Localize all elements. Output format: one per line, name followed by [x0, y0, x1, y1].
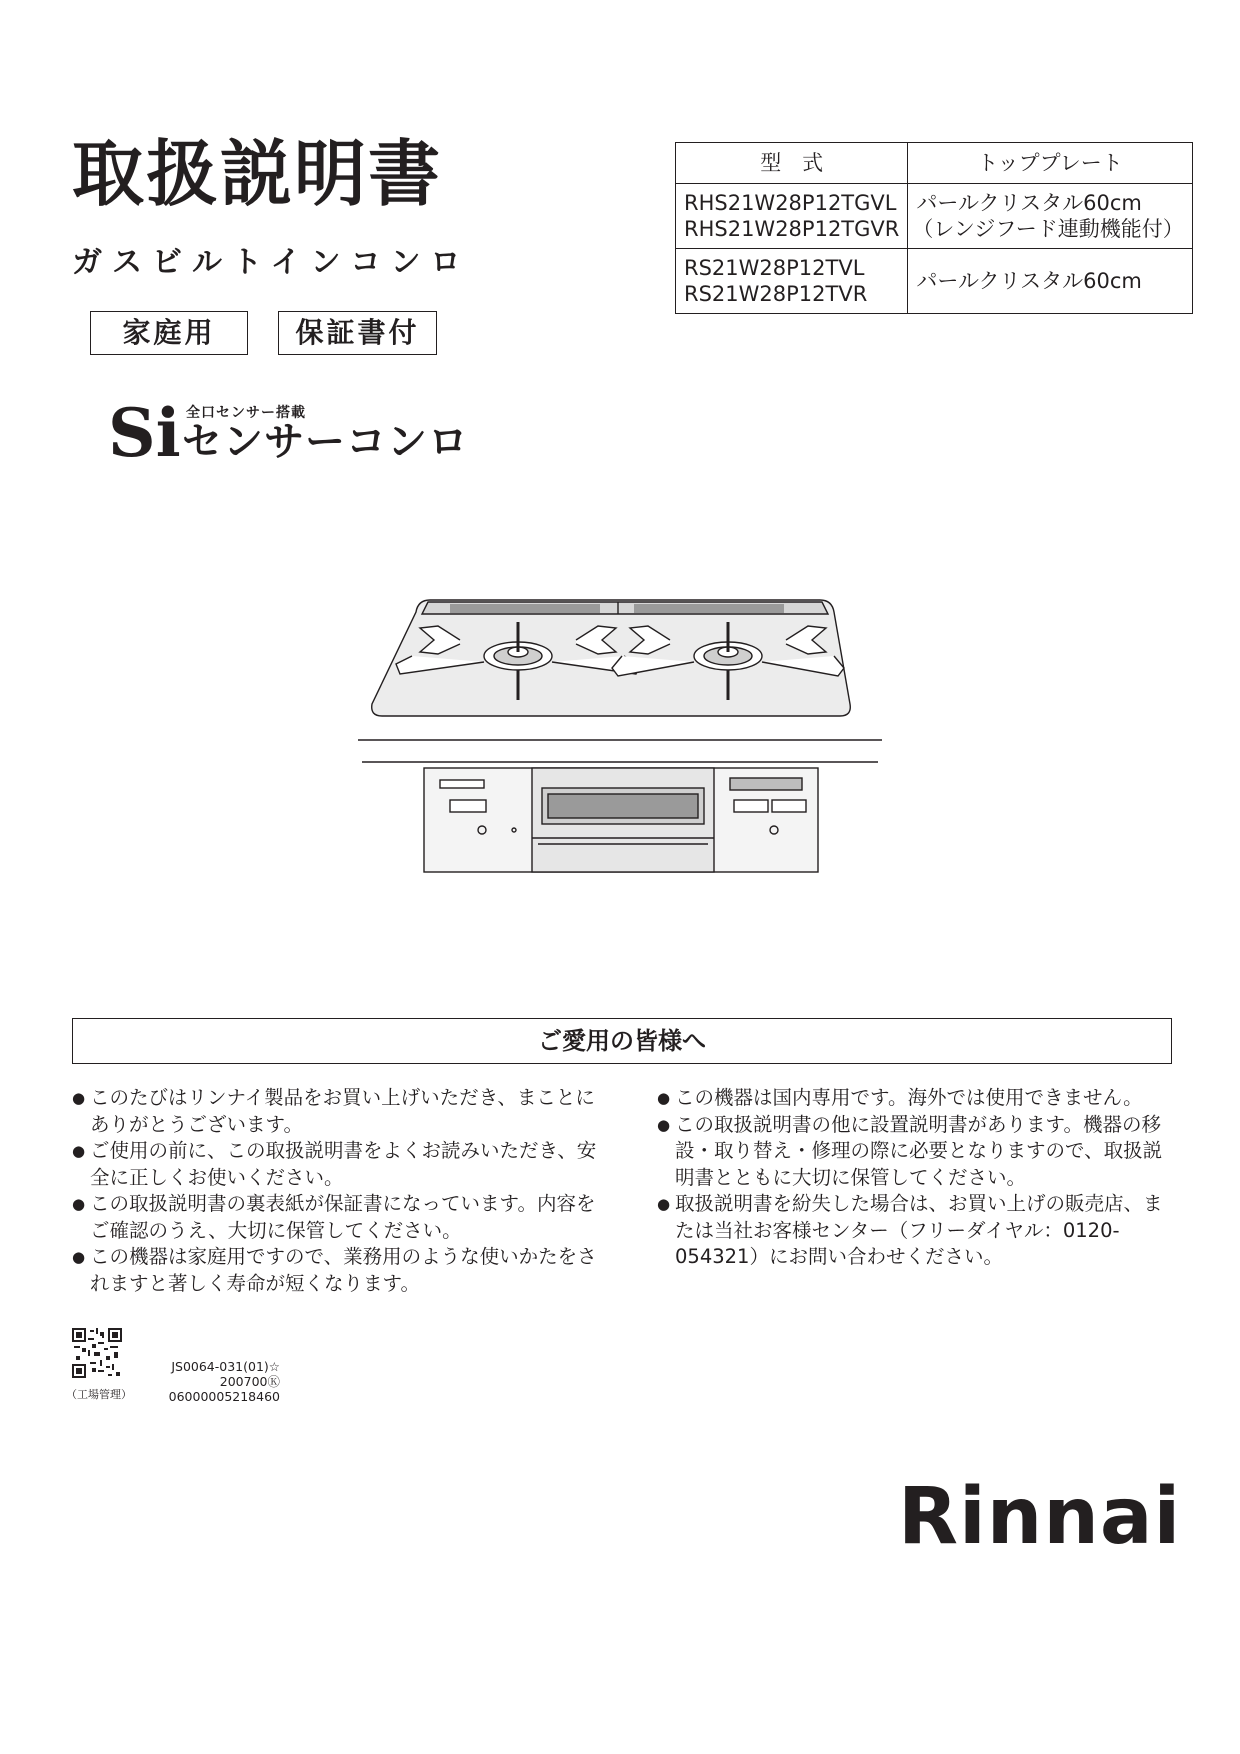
model-cell — [676, 249, 908, 314]
notice-item: ● このたびはリンナイ製品をお買い上げいただき、まことにありがとうございます。 — [72, 1085, 602, 1138]
serial-number: 06000005218460 — [168, 1389, 280, 1404]
bullet-icon: ● — [657, 1195, 671, 1213]
model-cell — [676, 184, 908, 249]
qr-label: （工場管理） — [66, 1388, 132, 1401]
qr-code-icon — [72, 1328, 122, 1378]
bullet-icon: ● — [72, 1248, 86, 1266]
bullet-icon: ● — [72, 1089, 86, 1107]
top-plate-note: （レンジフード連動機能付） — [912, 217, 1184, 241]
notice-item: ● ご使用の前に、この取扱説明書をよくお読みいただき、安全に正しくお使いください。 — [72, 1138, 602, 1191]
doc-code: JS0064-031(01)☆ — [171, 1359, 280, 1374]
notice-item: ● この機器は家庭用ですので、業務用のような使いかたをされますと著しく寿命が短くなります。 — [72, 1244, 602, 1297]
model-number: RHS21W28P12TGVR — [684, 217, 900, 241]
top-plate-value: パールクリスタル60cm — [916, 191, 1142, 215]
bullet-icon: ● — [657, 1089, 671, 1107]
top-plate-value: パールクリスタル60cm — [916, 269, 1142, 293]
cooktop-illustration — [350, 592, 890, 892]
notice-item: ● この取扱説明書の他に設置説明書があります。機器の移設・取り替え・修理の際に必要となりますので、取扱説明書とともに大切に保管してください。 — [657, 1112, 1177, 1192]
top-plate-cell — [908, 249, 1192, 314]
model-number: RS21W28P12TVL — [684, 256, 865, 280]
bullet-icon: ● — [72, 1142, 86, 1160]
notice-item: ● 取扱説明書を紛失した場合は、お買い上げの販売店、または当社お客様センター（フリーダイヤル：0120-054321）にお問い合わせください。 — [657, 1191, 1177, 1271]
notice-list-right — [657, 1085, 1177, 1271]
model-number: RS21W28P12TVR — [684, 282, 868, 306]
sensor-product-name: センサーコンロ — [182, 419, 469, 465]
top-plate-cell — [908, 184, 1192, 249]
tag-warranty: 保証書付 — [278, 311, 437, 355]
notice-heading: ご愛用の皆様へ — [72, 1018, 1172, 1064]
notice-item: ● この機器は国内専用です。海外では使用できません。 — [657, 1085, 1177, 1112]
model-table — [675, 142, 1193, 314]
si-mark: Si — [108, 396, 181, 468]
date-code: 200700Ⓚ — [219, 1374, 280, 1389]
document-codes — [158, 1359, 280, 1404]
notice-item: ● この取扱説明書の裏表紙が保証書になっています。内容をご確認のうえ、大切に保管してください。 — [72, 1191, 602, 1244]
header-top-plate: トッププレート — [908, 143, 1192, 184]
tag-household: 家庭用 — [90, 311, 248, 355]
bullet-icon: ● — [657, 1115, 671, 1134]
model-number: RHS21W28P12TGVL — [684, 191, 897, 215]
bullet-icon: ● — [72, 1195, 86, 1213]
rinnai-logo: Rinnai — [898, 1472, 1182, 1562]
sensor-tagline: 全口センサー搭載 — [186, 405, 306, 421]
document-subtitle: ガスビルトインコンロ — [72, 245, 471, 280]
document-title: 取扱説明書 — [72, 132, 443, 216]
notice-list-left — [72, 1085, 602, 1297]
header-model: 型 式 — [676, 143, 908, 184]
